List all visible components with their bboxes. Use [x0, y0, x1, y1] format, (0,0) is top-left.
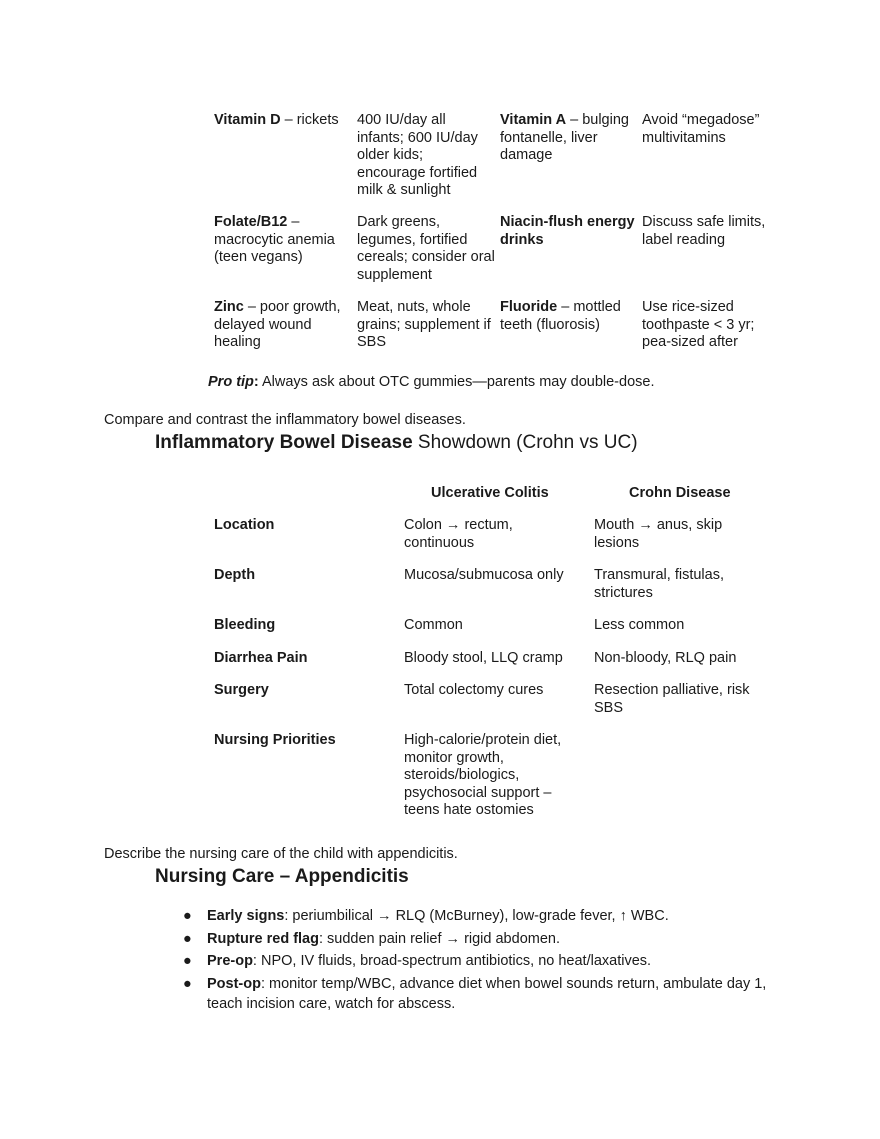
- ibd-heading-rest: Showdown (Crohn vs UC): [412, 432, 638, 453]
- nutrient-name: Folate/B12: [214, 214, 288, 230]
- uc-cell: Colon → rectum, continuous: [404, 517, 513, 551]
- uc-cell: Common: [404, 617, 463, 633]
- row-label: Location: [214, 517, 275, 533]
- row-label: Nursing Priorities: [214, 732, 336, 748]
- teaching-cell: Avoid “megadose” multivitamins: [642, 112, 760, 146]
- pro-tip: [208, 374, 654, 392]
- deficiency-text: – rickets: [280, 112, 339, 128]
- pro-tip-text: Always ask about OTC gummies—parents may double-dose.: [258, 374, 655, 390]
- cd-cell: Less common: [594, 617, 685, 633]
- toxicity-text: – bulging fontanelle, liver damage: [500, 112, 629, 163]
- bullet-icon: ●: [183, 975, 192, 992]
- bullet-icon: ●: [183, 953, 192, 969]
- uc-cell: Bloody stool, LLQ cramp: [404, 650, 563, 666]
- toxicity-name: Fluoride: [500, 299, 558, 315]
- teaching-cell: Discuss safe limits, label reading: [642, 214, 766, 248]
- row-label: Surgery: [214, 682, 269, 698]
- nutrient-cell: [214, 112, 352, 130]
- list-item: [183, 974, 783, 1014]
- teaching-cell: Use rice-sized toothpaste < 3 yr; pea-sized after: [642, 299, 755, 350]
- bullet-text: : monitor temp/WBC, advance diet when bowel sounds return, ambulate day 1, teach incision care, watch for abscess.: [207, 975, 767, 1012]
- nutrient-cell: [214, 214, 352, 267]
- appendicitis-prompt: Describe the nursing care of the child with appendicitis.: [104, 846, 458, 862]
- bullet-text: : periumbilical → RLQ (McBurney), low-grade fever, ↑ WBC.: [284, 908, 669, 924]
- appendicitis-heading: [155, 866, 409, 888]
- bullet-icon: ●: [183, 930, 192, 947]
- appendicitis-bullet-list: [183, 906, 783, 1016]
- nutrient-name: Vitamin D: [214, 112, 281, 128]
- ibd-heading-bold: Inflammatory Bowel Disease: [155, 432, 413, 453]
- bullet-icon: ●: [183, 908, 192, 924]
- cd-cell: Mouth → anus, skip lesions: [594, 517, 723, 551]
- bullet-term: Early signs: [207, 908, 285, 924]
- list-item: [183, 951, 783, 971]
- nutrient-cell: [214, 299, 352, 352]
- cd-cell: Resection palliative, risk SBS: [594, 682, 750, 716]
- deficiency-text: – macrocytic anemia (teen vegans): [214, 214, 335, 265]
- bullet-text: : NPO, IV fluids, broad-spectrum antibiotics, no heat/laxatives.: [252, 953, 652, 969]
- cd-cell: Non-bloody, RLQ pain: [594, 650, 737, 666]
- cd-cell: Transmural, fistulas, strictures: [594, 567, 724, 601]
- ibd-prompt: Compare and contrast the inflammatory bowel diseases.: [104, 412, 466, 428]
- toxicity-cell: [500, 299, 638, 334]
- bullet-term: Rupture red flag: [207, 930, 319, 947]
- column-header-cd: Crohn Disease: [629, 485, 731, 501]
- sources-cell: Meat, nuts, whole grains; supplement if SBS: [357, 299, 491, 350]
- column-header-uc: Ulcerative Colitis: [431, 485, 549, 501]
- row-label: Depth: [214, 567, 256, 583]
- uc-cell: High-calorie/protein diet, monitor growth, steroids/biologics, psychosocial support – teens hate ostomies: [404, 732, 562, 818]
- ibd-heading: [155, 432, 638, 454]
- pro-tip-label: Pro tip: [208, 374, 254, 390]
- sources-cell: 400 IU/day all infants; 600 IU/day older kids; encourage fortified milk & sunlight: [357, 112, 478, 198]
- row-label: Diarrhea Pain: [214, 650, 308, 666]
- deficiency-text: – poor growth, delayed wound healing: [214, 299, 341, 350]
- uc-cell: Total colectomy cures: [404, 682, 544, 698]
- bullet-text: : sudden pain relief → rigid abdomen.: [318, 930, 560, 947]
- toxicity-name: Vitamin A: [500, 112, 567, 128]
- row-label: Bleeding: [214, 617, 276, 633]
- bullet-term: Post-op: [207, 975, 261, 992]
- bullet-term: Pre-op: [207, 953, 253, 969]
- toxicity-name: Niacin-flush energy drinks: [500, 214, 635, 248]
- pro-tip-colon: :: [253, 374, 259, 390]
- list-item: [183, 906, 783, 926]
- list-item: [183, 929, 783, 949]
- nutrient-name: Zinc: [214, 299, 244, 315]
- appendicitis-heading-text: Nursing Care – Appendicitis: [155, 866, 409, 887]
- toxicity-cell: [500, 214, 638, 249]
- toxicity-text: – mottled teeth (fluorosis): [500, 299, 621, 333]
- uc-cell: Mucosa/submucosa only: [404, 567, 564, 583]
- toxicity-cell: [500, 112, 638, 165]
- sources-cell: Dark greens, legumes, fortified cereals; consider oral supplement: [357, 214, 495, 283]
